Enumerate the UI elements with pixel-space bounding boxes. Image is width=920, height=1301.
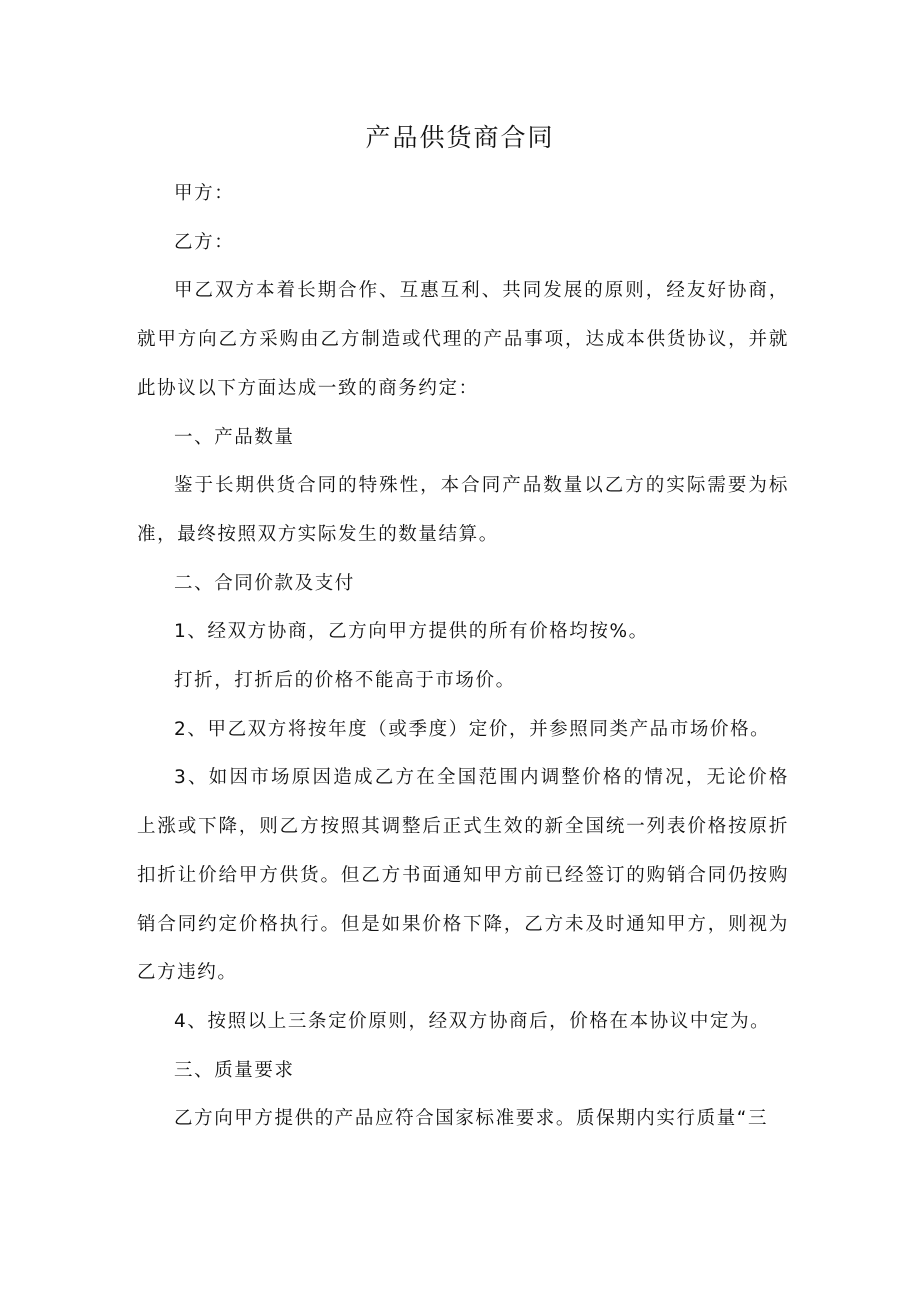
quantity-paragraph: 鉴于长期供货合同的特殊性，本合同产品数量以乙方的实际需要为标准，最终按照双方实际发生的数量结算。 xyxy=(137,475,789,545)
price-clause-2: 2、甲乙双方将按年度（或季度）定价，并参照同类产品市场价格。 xyxy=(174,718,771,740)
party-a-line: 甲方： xyxy=(174,183,235,204)
preamble-paragraph: 甲乙双方本着长期合作、互惠互利、共同发展的原则，经友好协商，就甲方向乙方采购由乙方制造或代理的产品事项，达成本供货协议，并就此协议以下方面达成一致的商务约定： xyxy=(137,280,789,399)
party-b-line: 乙方： xyxy=(174,231,235,253)
section-heading-quality: 三、质量要求 xyxy=(174,1059,295,1081)
price-clause-1-cont: 打折，打折后的价格不能高于市场价。 xyxy=(174,670,516,692)
quality-paragraph: 乙方向甲方提供的产品应符合国家标准要求。质保期内实行质量“三 xyxy=(174,1108,769,1130)
contract-body xyxy=(137,170,789,1144)
section-heading-price: 二、合同价款及支付 xyxy=(174,572,355,594)
contract-title: 产品供货商合同 xyxy=(365,123,555,152)
price-clause-1: 1、经双方协商，乙方向甲方提供的所有价格均按%。 xyxy=(174,621,649,643)
price-clause-3: 3、如因市场原因造成乙方在全国范围内调整价格的情况，无论价格上涨或下降，则乙方按照其调整后正式生效的新全国统一列表价格按原折扣折让价给甲方供货。但乙方书面通知甲方前已经签订的购销合同仍按购销合同约定价格执行。但是如果价格下降，乙方未及时通知甲方，则视为乙方违约。 xyxy=(137,767,789,984)
price-clause-4: 4、按照以上三条定价原则，经双方协商后，价格在本协议中定为。 xyxy=(174,1010,771,1032)
section-heading-quantity: 一、产品数量 xyxy=(174,426,295,448)
